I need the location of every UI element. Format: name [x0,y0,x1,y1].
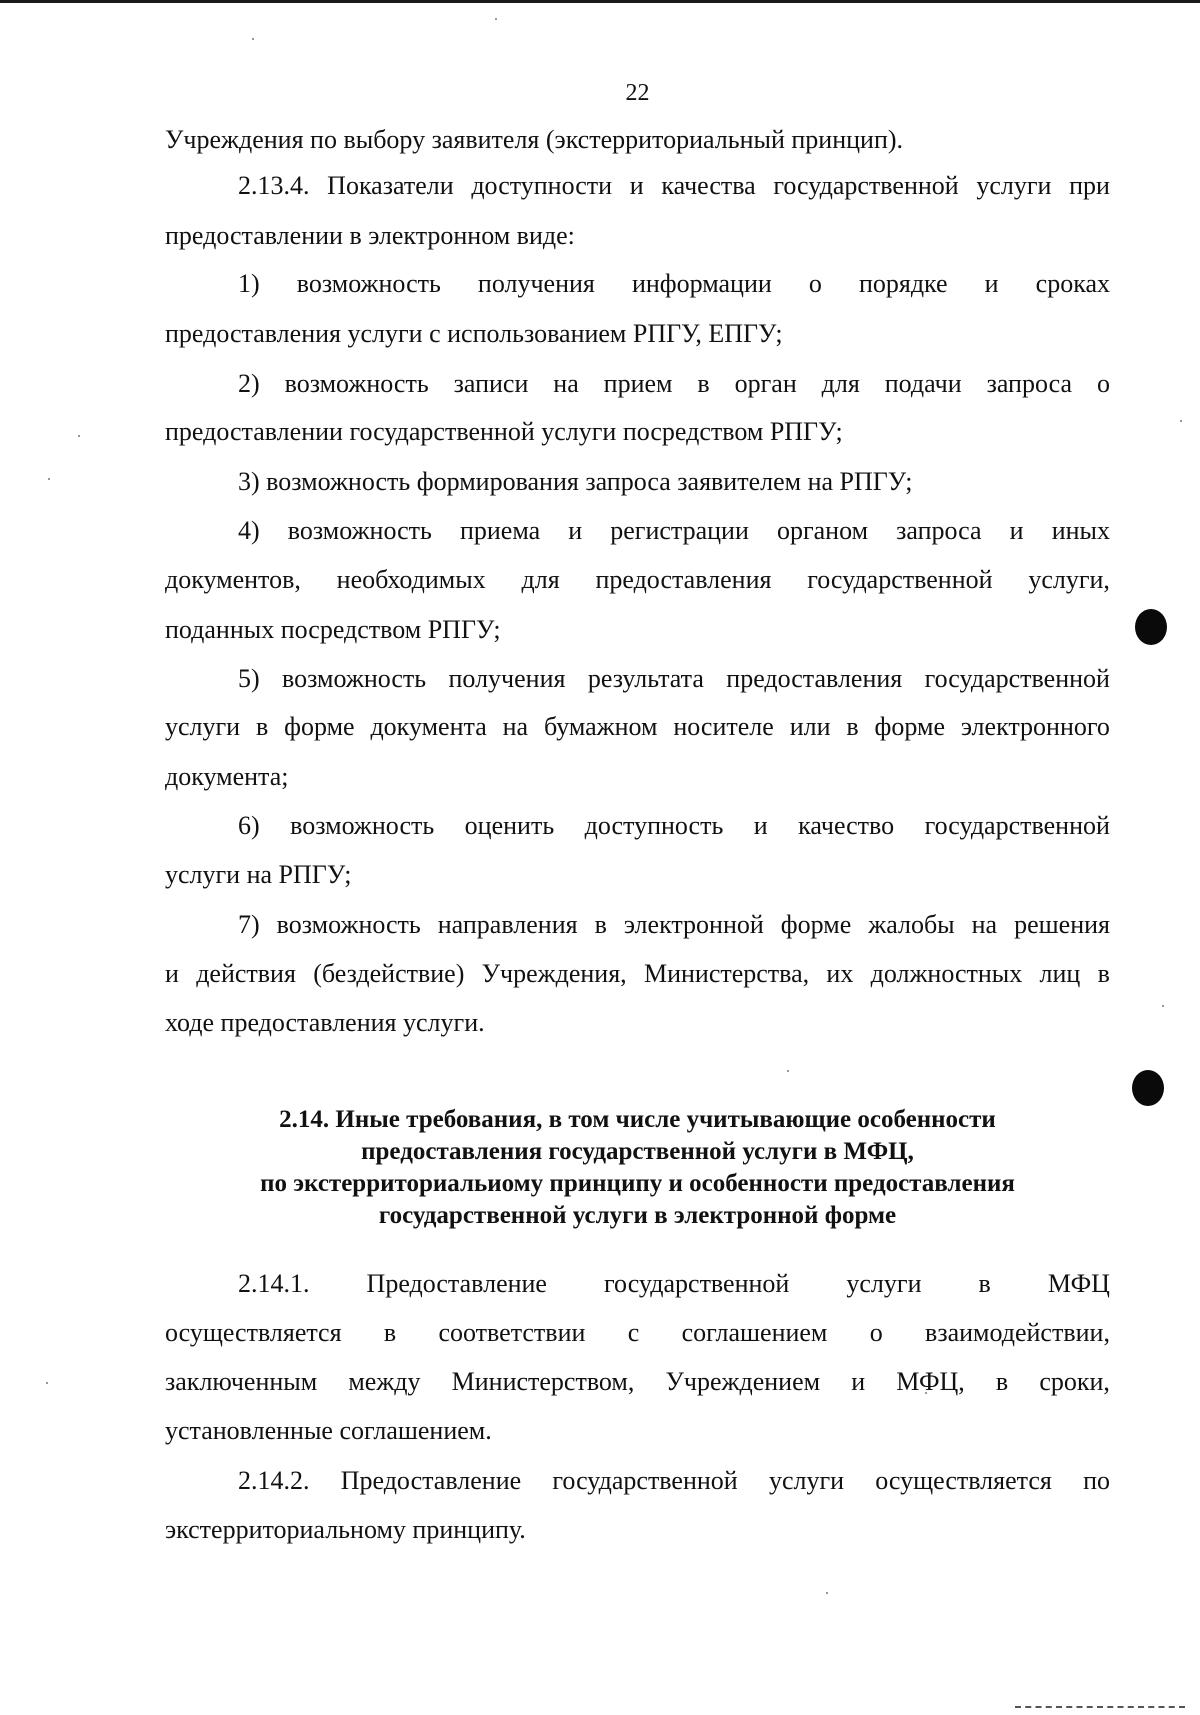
paragraph-2-14-2-line-2: экстерриториальному принципу. [165,1515,526,1544]
list-item-4-line-2: документов, необходимых для предоставления государственной услуги, [165,565,1110,594]
paragraph-2-14-1-line-1: 2.14.1. Предоставление государственной услуги в МФЦ [238,1269,1110,1298]
scan-speck [495,18,497,20]
list-item-5-line-3: документа; [165,762,289,791]
section-2-14-heading-line-4: государственной услуги в электронной форме [378,1202,897,1229]
scan-speck [787,1070,789,1072]
scan-speck [252,38,254,40]
scan-speck [1180,420,1182,422]
subsection-2-13-4-line-2: предоставлении в электронном виде: [165,221,575,250]
section-2-14-heading-line-2: предоставления государственной услуги в МФЦ, [361,1138,914,1165]
list-item-2-line-1: 2) возможность записи на прием в орган для подачи запроса о [238,369,1110,398]
list-item-3-line-1: 3) возможность формирования запроса заявителем на РПГУ; [238,467,913,496]
list-item-1-line-2: предоставления услуги с использованием РПГУ, ЕПГУ; [165,319,783,348]
list-item-7-line-1: 7) возможность направления в электронной форме жалобы на решения [238,910,1110,939]
scan-speck [48,478,50,480]
scan-speck [826,1592,828,1594]
paragraph-2-14-1-line-3: заключенным между Министерством, Учреждением и МФЦ, в сроки, [165,1367,1110,1396]
paragraph-2-14-2-line-1: 2.14.2. Предоставление государственной услуги осуществляется по [238,1466,1110,1495]
list-item-5-line-2: услуги в форме документа на бумажном носителе или в форме электронного [165,712,1110,741]
scan-top-edge [0,0,1200,3]
list-item-4-line-1: 4) возможность приема и регистрации органом запроса и иных [238,516,1110,545]
list-item-6-line-1: 6) возможность оценить доступность и качество государственной [238,811,1110,840]
paragraph-2-14-1-line-2: осуществляется в соответствии с соглашением о взаимодействии, [165,1318,1110,1347]
page-number: 22 [625,80,650,106]
list-item-7-line-2: и действия (бездействие) Учреждения, Министерства, их должностных лиц в [165,959,1110,988]
scan-bottom-edge [1015,1706,1185,1710]
list-item-2-line-2: предоставлении государственной услуги посредством РПГУ; [165,417,843,446]
section-2-14-heading-line-3: по экстерриториальиому принципу и особенности предоставления [260,1170,1015,1197]
paragraph-2-14-1-line-4: установленные соглашением. [165,1416,492,1445]
list-item-7-line-3: ходе предоставления услуги. [165,1008,485,1037]
list-item-1-line-1: 1) возможность получения информации о порядке и сроках [238,269,1110,298]
paragraph-line: Учреждения по выбору заявителя (экстерриториальный принцип). [165,125,904,154]
section-2-14-heading-line-1: 2.14. Иные требования, в том числе учитывающие особенности [279,1106,996,1133]
scan-speck [1162,1005,1164,1007]
scan-speck [78,435,80,437]
punch-hole-lower [1132,1070,1164,1106]
scan-speck [46,1382,48,1384]
list-item-6-line-2: услуги на РПГУ; [165,860,352,889]
subsection-2-13-4-line-1: 2.13.4. Показатели доступности и качества государственной услуги при [238,171,1110,200]
punch-hole-upper [1135,609,1167,645]
list-item-4-line-3: поданных посредством РПГУ; [165,615,501,644]
list-item-5-line-1: 5) возможность получения результата предоставления государственной [238,664,1110,693]
